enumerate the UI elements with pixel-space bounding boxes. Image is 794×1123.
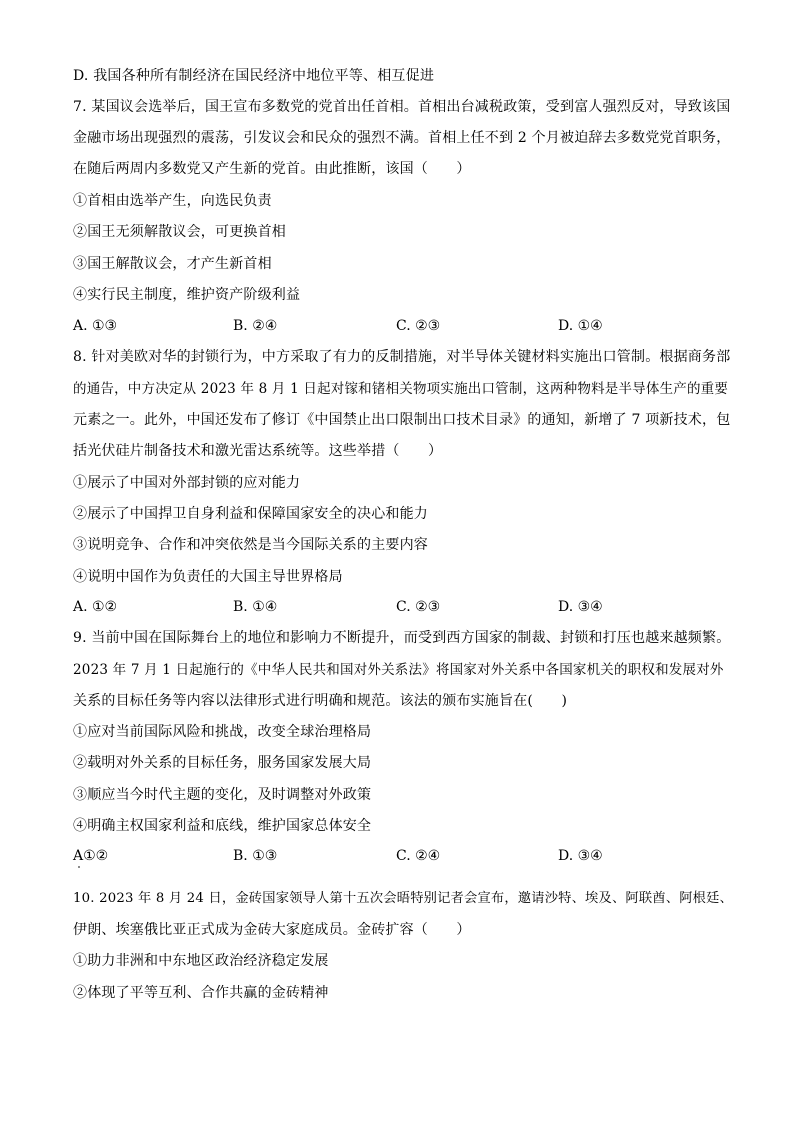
stray-dot-mark [78, 866, 80, 868]
q8-option-c: C. ②③ [396, 599, 441, 615]
q7-stem-line-1: 7. 某国议会选举后，国王宣布多数党的党首出任首相。首相出台减税政策，受到富人强烈反对，导致该国 [73, 99, 731, 115]
q6-option-d: D. 我国各种所有制经济在国民经济中地位平等、相互促进 [73, 68, 435, 84]
q7-statement-1: ①首相由选举产生，向选民负责 [73, 193, 272, 209]
q10-statement-2: ②体现了平等互利、合作共赢的金砖精神 [73, 985, 329, 1001]
q7-option-b: B. ②④ [233, 318, 278, 334]
q9-stem-line-3: 关系的目标任务等内容以法律形式进行明确和规范。该法的颁布实施旨在( ) [73, 693, 568, 709]
q8-option-a: A. ①② [73, 599, 118, 615]
q8-statement-1: ①展示了中国对外部封锁的应对能力 [73, 475, 301, 491]
q8-statement-3: ③说明竞争、合作和冲突依然是当今国际关系的主要内容 [73, 537, 428, 553]
q9-option-c: C. ②④ [396, 848, 441, 864]
q8-options [73, 597, 733, 617]
q9-option-b: B. ①③ [233, 848, 278, 864]
q9-stem-line-2: 2023 年 7 月 1 日起施行的《中华人民共和国对外关系法》将国家对外关系中各国家机关的职权和发展对外 [73, 662, 724, 678]
q7-options [73, 316, 733, 336]
q10-statement-1: ①助力非洲和中东地区政治经济稳定发展 [73, 953, 329, 969]
q9-options [73, 846, 733, 866]
q10-stem-line-2: 伊朗、埃塞俄比亚正式成为金砖大家庭成员。金砖扩容（ ） [73, 922, 471, 938]
q9-stem-line-1: 9. 当前中国在国际舞台上的地位和影响力不断提升，而受到西方国家的制裁、封锁和打压也越来越频繁。 [73, 630, 731, 646]
q10-stem-line-1: 10. 2023 年 8 月 24 日，金砖国家领导人第十五次会晤特别记者会宣布，邀请沙特、埃及、阿联酋、阿根廷、 [73, 891, 734, 906]
q7-option-c: C. ②③ [396, 318, 441, 334]
q9-statement-2: ②载明对外关系的目标任务，服务国家发展大局 [73, 755, 372, 771]
q9-option-a: A①② [73, 848, 109, 864]
q8-stem-line-2: 的通告，中方决定从 2023 年 8 月 1 日起对镓和锗相关物项实施出口管制，这两种物料是半导体生产的重要 [73, 381, 729, 397]
q9-statement-1: ①应对当前国际风险和挑战，改变全球治理格局 [73, 724, 372, 740]
q9-statement-3: ③顺应当今时代主题的变化，及时调整对外政策 [73, 787, 372, 803]
q9-statement-4: ④明确主权国家利益和底线，维护国家总体安全 [73, 818, 372, 834]
q7-stem-line-3: 在随后两周内多数党又产生新的党首。由此推断，该国（ ） [73, 161, 471, 177]
q8-stem-line-3: 元素之一。此外，中国还发布了修订《中国禁止出口限制出口技术目录》的通知，新增了 7 项新技术，包 [73, 412, 731, 428]
q8-option-d: D. ③④ [558, 599, 603, 615]
q7-statement-4: ④实行民主制度，维护资产阶级利益 [73, 287, 301, 303]
q8-option-b: B. ①④ [233, 599, 278, 615]
q9-option-d: D. ③④ [558, 848, 603, 864]
q8-statement-4: ④说明中国作为负责任的大国主导世界格局 [73, 569, 343, 585]
q8-stem-line-1: 8. 针对美欧对华的封锁行为，中方采取了有力的反制措施，对半导体关键材料实施出口管制。根据商务部 [73, 349, 731, 365]
q7-statement-2: ②国王无须解散议会，可更换首相 [73, 224, 286, 240]
q8-statement-2: ②展示了中国捍卫自身利益和保障国家安全的决心和能力 [73, 506, 428, 522]
q7-option-d: D. ①④ [558, 318, 603, 334]
q7-option-a: A. ①③ [73, 318, 118, 334]
q8-stem-line-4: 括光伏硅片制备技术和激光雷达系统等。这些举措（ ） [73, 443, 443, 459]
q7-statement-3: ③国王解散议会，才产生新首相 [73, 256, 272, 272]
q7-stem-line-2: 金融市场出现强烈的震荡，引发议会和民众的强烈不满。首相上任不到 2 个月被迫辞去多数党党首职务， [73, 130, 731, 146]
